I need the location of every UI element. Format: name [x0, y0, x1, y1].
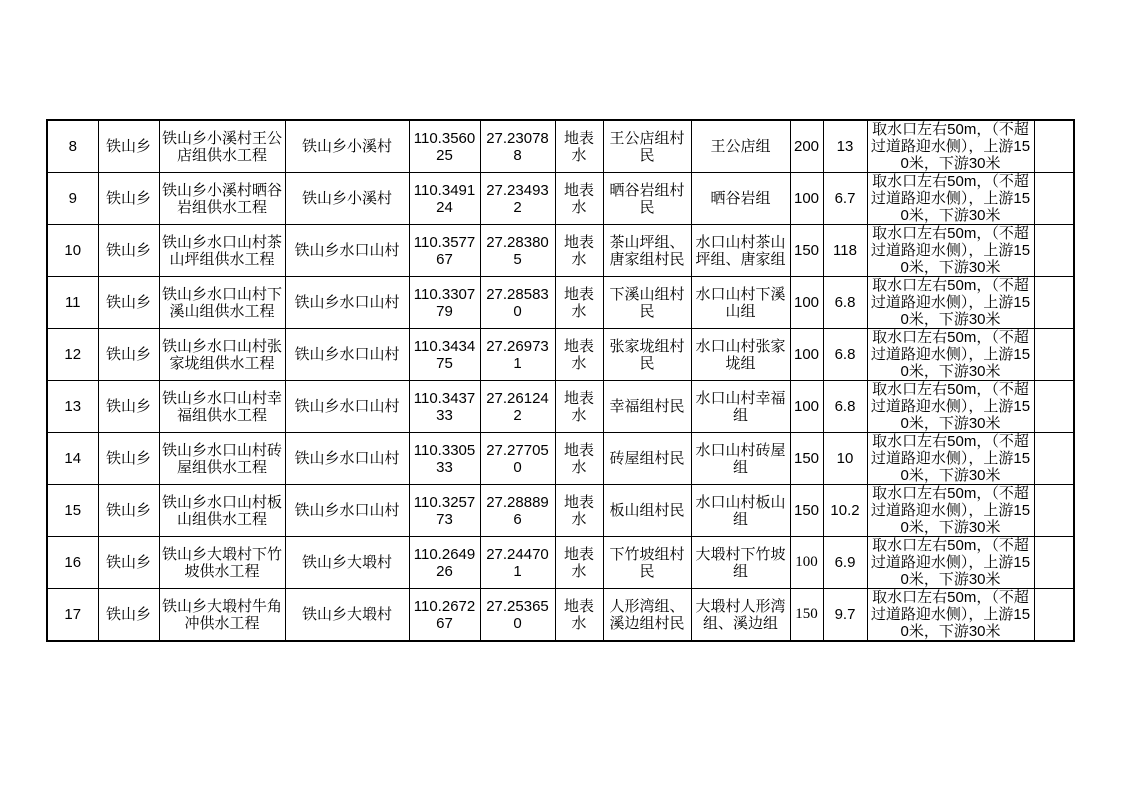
cell-township: 铁山乡 [98, 120, 159, 173]
cell-population: 150 [790, 433, 823, 485]
cell-capacity: 9.7 [823, 589, 867, 642]
cell-beneficiaries: 板山组村民 [603, 485, 691, 537]
cell-township: 铁山乡 [98, 433, 159, 485]
cell-no: 16 [47, 537, 98, 589]
cell-project: 铁山乡水口山村张家垅组供水工程 [159, 329, 285, 381]
cell-population: 200 [790, 120, 823, 173]
cell-water-type: 地表水 [555, 225, 603, 277]
cell-capacity: 10 [823, 433, 867, 485]
cell-longitude: 110.330533 [409, 433, 480, 485]
cell-population: 150 [790, 225, 823, 277]
table-row [47, 537, 1074, 589]
cell-population: 100 [790, 329, 823, 381]
cell-group: 水口山村砖屋组 [691, 433, 790, 485]
cell-remark [1034, 537, 1074, 589]
cell-village: 铁山乡水口山村 [285, 381, 409, 433]
cell-capacity: 6.8 [823, 329, 867, 381]
cell-latitude: 27.234932 [480, 173, 555, 225]
cell-township: 铁山乡 [98, 537, 159, 589]
cell-village: 铁山乡水口山村 [285, 485, 409, 537]
cell-water-type: 地表水 [555, 173, 603, 225]
table-row [47, 589, 1074, 642]
cell-no: 13 [47, 381, 98, 433]
cell-village: 铁山乡大塅村 [285, 589, 409, 642]
cell-capacity: 6.8 [823, 381, 867, 433]
cell-latitude: 27.244701 [480, 537, 555, 589]
table-body [47, 120, 1074, 641]
cell-population: 100 [790, 381, 823, 433]
table-row [47, 381, 1074, 433]
cell-group: 水口山村板山组 [691, 485, 790, 537]
cell-township: 铁山乡 [98, 381, 159, 433]
cell-capacity: 6.9 [823, 537, 867, 589]
table-row [47, 433, 1074, 485]
cell-project: 铁山乡水口山村下溪山组供水工程 [159, 277, 285, 329]
cell-village: 铁山乡小溪村 [285, 120, 409, 173]
cell-protection: 取水口左右50m，（不超过道路迎水侧），上游150米，下游30米 [867, 173, 1034, 225]
cell-remark [1034, 381, 1074, 433]
cell-beneficiaries: 茶山坪组、唐家组村民 [603, 225, 691, 277]
cell-beneficiaries: 晒谷岩组村民 [603, 173, 691, 225]
cell-beneficiaries: 下竹坡组村民 [603, 537, 691, 589]
cell-longitude: 110.357767 [409, 225, 480, 277]
cell-remark [1034, 329, 1074, 381]
cell-remark [1034, 485, 1074, 537]
cell-group: 王公店组 [691, 120, 790, 173]
cell-longitude: 110.349124 [409, 173, 480, 225]
cell-water-type: 地表水 [555, 537, 603, 589]
cell-water-type: 地表水 [555, 485, 603, 537]
cell-no: 14 [47, 433, 98, 485]
cell-latitude: 27.230788 [480, 120, 555, 173]
cell-longitude: 110.343475 [409, 329, 480, 381]
table-row [47, 173, 1074, 225]
cell-village: 铁山乡水口山村 [285, 329, 409, 381]
cell-water-type: 地表水 [555, 381, 603, 433]
table-row [47, 120, 1074, 173]
cell-group: 大塅村下竹坡组 [691, 537, 790, 589]
cell-village: 铁山乡水口山村 [285, 225, 409, 277]
cell-remark [1034, 173, 1074, 225]
cell-protection: 取水口左右50m，（不超过道路迎水侧），上游150米，下游30米 [867, 329, 1034, 381]
cell-longitude: 110.356025 [409, 120, 480, 173]
cell-project: 铁山乡水口山村幸福组供水工程 [159, 381, 285, 433]
cell-project: 铁山乡大塅村下竹坡供水工程 [159, 537, 285, 589]
cell-no: 8 [47, 120, 98, 173]
cell-no: 10 [47, 225, 98, 277]
cell-village: 铁山乡水口山村 [285, 433, 409, 485]
cell-capacity: 13 [823, 120, 867, 173]
cell-project: 铁山乡水口山村板山组供水工程 [159, 485, 285, 537]
cell-township: 铁山乡 [98, 589, 159, 642]
cell-protection: 取水口左右50m，（不超过道路迎水侧），上游150米，下游30米 [867, 537, 1034, 589]
cell-remark [1034, 120, 1074, 173]
cell-protection: 取水口左右50m，（不超过道路迎水侧），上游150米，下游30米 [867, 589, 1034, 642]
cell-latitude: 27.288896 [480, 485, 555, 537]
cell-capacity: 118 [823, 225, 867, 277]
cell-latitude: 27.269731 [480, 329, 555, 381]
water-supply-project-table [46, 119, 1075, 642]
cell-no: 12 [47, 329, 98, 381]
cell-beneficiaries: 人形湾组、溪边组村民 [603, 589, 691, 642]
table-row [47, 225, 1074, 277]
cell-township: 铁山乡 [98, 485, 159, 537]
cell-water-type: 地表水 [555, 120, 603, 173]
cell-protection: 取水口左右50m，（不超过道路迎水侧），上游150米，下游30米 [867, 277, 1034, 329]
table-row [47, 277, 1074, 329]
cell-longitude: 110.264926 [409, 537, 480, 589]
cell-group: 水口山村茶山坪组、唐家组 [691, 225, 790, 277]
cell-population: 100 [790, 537, 823, 589]
cell-project: 铁山乡小溪村王公店组供水工程 [159, 120, 285, 173]
cell-group: 水口山村下溪山组 [691, 277, 790, 329]
cell-no: 15 [47, 485, 98, 537]
cell-population: 100 [790, 173, 823, 225]
cell-village: 铁山乡大塅村 [285, 537, 409, 589]
cell-remark [1034, 277, 1074, 329]
cell-population: 150 [790, 589, 823, 642]
cell-longitude: 110.267267 [409, 589, 480, 642]
cell-township: 铁山乡 [98, 277, 159, 329]
cell-protection: 取水口左右50m，（不超过道路迎水侧），上游150米，下游30米 [867, 485, 1034, 537]
cell-remark [1034, 433, 1074, 485]
cell-project: 铁山乡水口山村茶山坪组供水工程 [159, 225, 285, 277]
cell-capacity: 10.2 [823, 485, 867, 537]
cell-latitude: 27.277050 [480, 433, 555, 485]
cell-protection: 取水口左右50m，（不超过道路迎水侧），上游150米，下游30米 [867, 225, 1034, 277]
cell-latitude: 27.283805 [480, 225, 555, 277]
table-row [47, 485, 1074, 537]
cell-water-type: 地表水 [555, 277, 603, 329]
cell-longitude: 110.330779 [409, 277, 480, 329]
cell-remark [1034, 589, 1074, 642]
cell-population: 100 [790, 277, 823, 329]
table-row [47, 329, 1074, 381]
cell-latitude: 27.261242 [480, 381, 555, 433]
cell-project: 铁山乡大塅村牛角冲供水工程 [159, 589, 285, 642]
cell-protection: 取水口左右50m，（不超过道路迎水侧），上游150米，下游30米 [867, 433, 1034, 485]
cell-longitude: 110.343733 [409, 381, 480, 433]
cell-group: 水口山村幸福组 [691, 381, 790, 433]
cell-latitude: 27.285830 [480, 277, 555, 329]
cell-population: 150 [790, 485, 823, 537]
cell-group: 大塅村人形湾组、溪边组 [691, 589, 790, 642]
cell-beneficiaries: 王公店组村民 [603, 120, 691, 173]
cell-beneficiaries: 幸福组村民 [603, 381, 691, 433]
cell-protection: 取水口左右50m，（不超过道路迎水侧），上游150米，下游30米 [867, 120, 1034, 173]
cell-water-type: 地表水 [555, 329, 603, 381]
cell-township: 铁山乡 [98, 225, 159, 277]
cell-longitude: 110.325773 [409, 485, 480, 537]
cell-township: 铁山乡 [98, 173, 159, 225]
cell-no: 9 [47, 173, 98, 225]
cell-beneficiaries: 砖屋组村民 [603, 433, 691, 485]
cell-village: 铁山乡水口山村 [285, 277, 409, 329]
cell-water-type: 地表水 [555, 589, 603, 642]
cell-capacity: 6.7 [823, 173, 867, 225]
cell-water-type: 地表水 [555, 433, 603, 485]
cell-beneficiaries: 下溪山组村民 [603, 277, 691, 329]
cell-project: 铁山乡水口山村砖屋组供水工程 [159, 433, 285, 485]
cell-protection: 取水口左右50m，（不超过道路迎水侧），上游150米，下游30米 [867, 381, 1034, 433]
cell-township: 铁山乡 [98, 329, 159, 381]
cell-no: 17 [47, 589, 98, 642]
cell-group: 水口山村张家垅组 [691, 329, 790, 381]
cell-project: 铁山乡小溪村晒谷岩组供水工程 [159, 173, 285, 225]
cell-group: 晒谷岩组 [691, 173, 790, 225]
cell-village: 铁山乡小溪村 [285, 173, 409, 225]
cell-latitude: 27.253650 [480, 589, 555, 642]
cell-no: 11 [47, 277, 98, 329]
cell-capacity: 6.8 [823, 277, 867, 329]
cell-remark [1034, 225, 1074, 277]
cell-beneficiaries: 张家垅组村民 [603, 329, 691, 381]
